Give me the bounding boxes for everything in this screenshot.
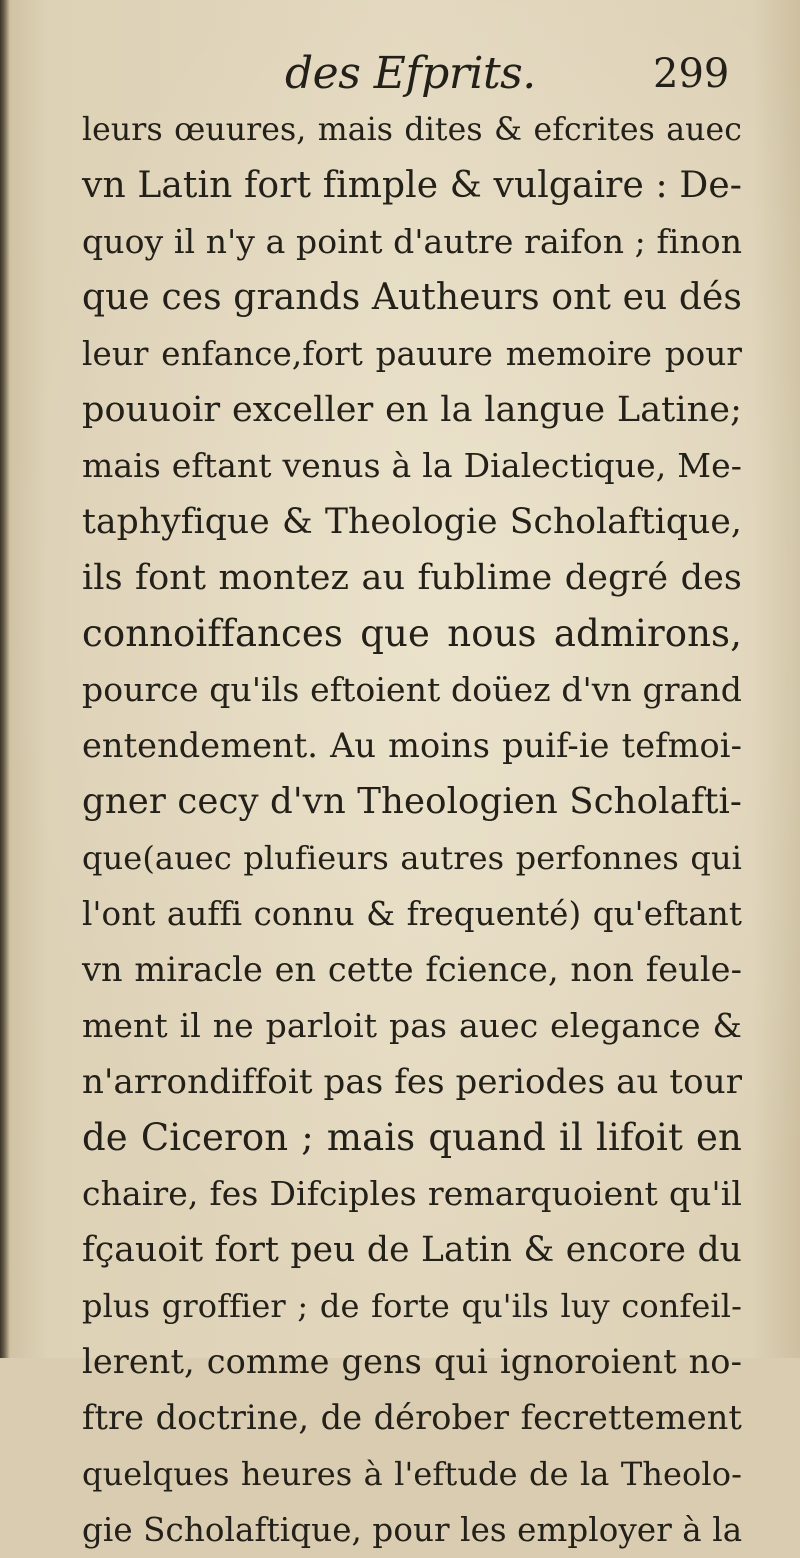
text-line: lerent, comme gens qui ignoroient no-: [82, 1342, 742, 1381]
text-line: leurs œuures, mais dites & efcrites auec: [82, 112, 742, 148]
text-line: quoy il n'y a point d'autre raifon ; finon: [82, 222, 743, 261]
text-line: que(auec plufieurs autres perfonnes qui: [82, 839, 742, 877]
text-line: pource qu'ils eftoient doüez d'vn grand: [82, 670, 742, 709]
text-line: ment il ne parloit pas auec elegance &: [82, 1006, 742, 1045]
running-title: des Efprits.: [285, 48, 536, 99]
text-line: ftre doctrine, de dérober fecrettement: [82, 1398, 742, 1437]
text-line: gner cecy d'vn Theologien Scholafti-: [82, 781, 742, 822]
text-line: de Ciceron ; mais quand il lifoit en: [82, 1116, 742, 1159]
text-line: connoiffances que nous admirons,: [82, 612, 742, 655]
text-line: que ces grands Autheurs ont eu dés: [82, 277, 742, 318]
text-line: vn miracle en cette fcience, non feule-: [82, 950, 742, 989]
text-line: l'ont auffi connu & frequenté) qu'eftant: [82, 895, 742, 933]
text-line: chaire, fes Difciples remarquoient qu'il: [82, 1174, 742, 1213]
running-head: [0, 44, 800, 104]
text-line: taphyfique & Theologie Scholaftique,: [82, 502, 742, 542]
page-number: 299: [653, 51, 730, 97]
text-line: quelques heures à l'eftude de la Theolo-: [82, 1455, 742, 1493]
text-line: entendement. Au moins puif-ie tefmoi-: [82, 726, 742, 765]
text-line: leur enfance,fort pauure memoire pour: [82, 335, 742, 373]
text-line: gie Scholaftique, pour les employer à la: [82, 1511, 743, 1549]
body-text: [82, 102, 742, 1558]
text-line: pouuoir exceller en la langue Latine;: [82, 390, 742, 430]
text-line: plus groffier ; de forte qu'ils luy confeil-: [82, 1287, 742, 1325]
text-line: fçauoit fort peu de Latin & encore du: [82, 1230, 742, 1270]
text-line: ils font montez au fublime degré des: [82, 558, 742, 598]
page-binding-edge: [0, 0, 10, 1358]
text-line: mais eftant venus à la Dialectique, Me-: [82, 446, 742, 485]
text-line: n'arrondiffoit pas fes periodes au tour: [82, 1062, 743, 1102]
text-line: vn Latin fort fimple & vulgaire : De-: [82, 165, 742, 206]
